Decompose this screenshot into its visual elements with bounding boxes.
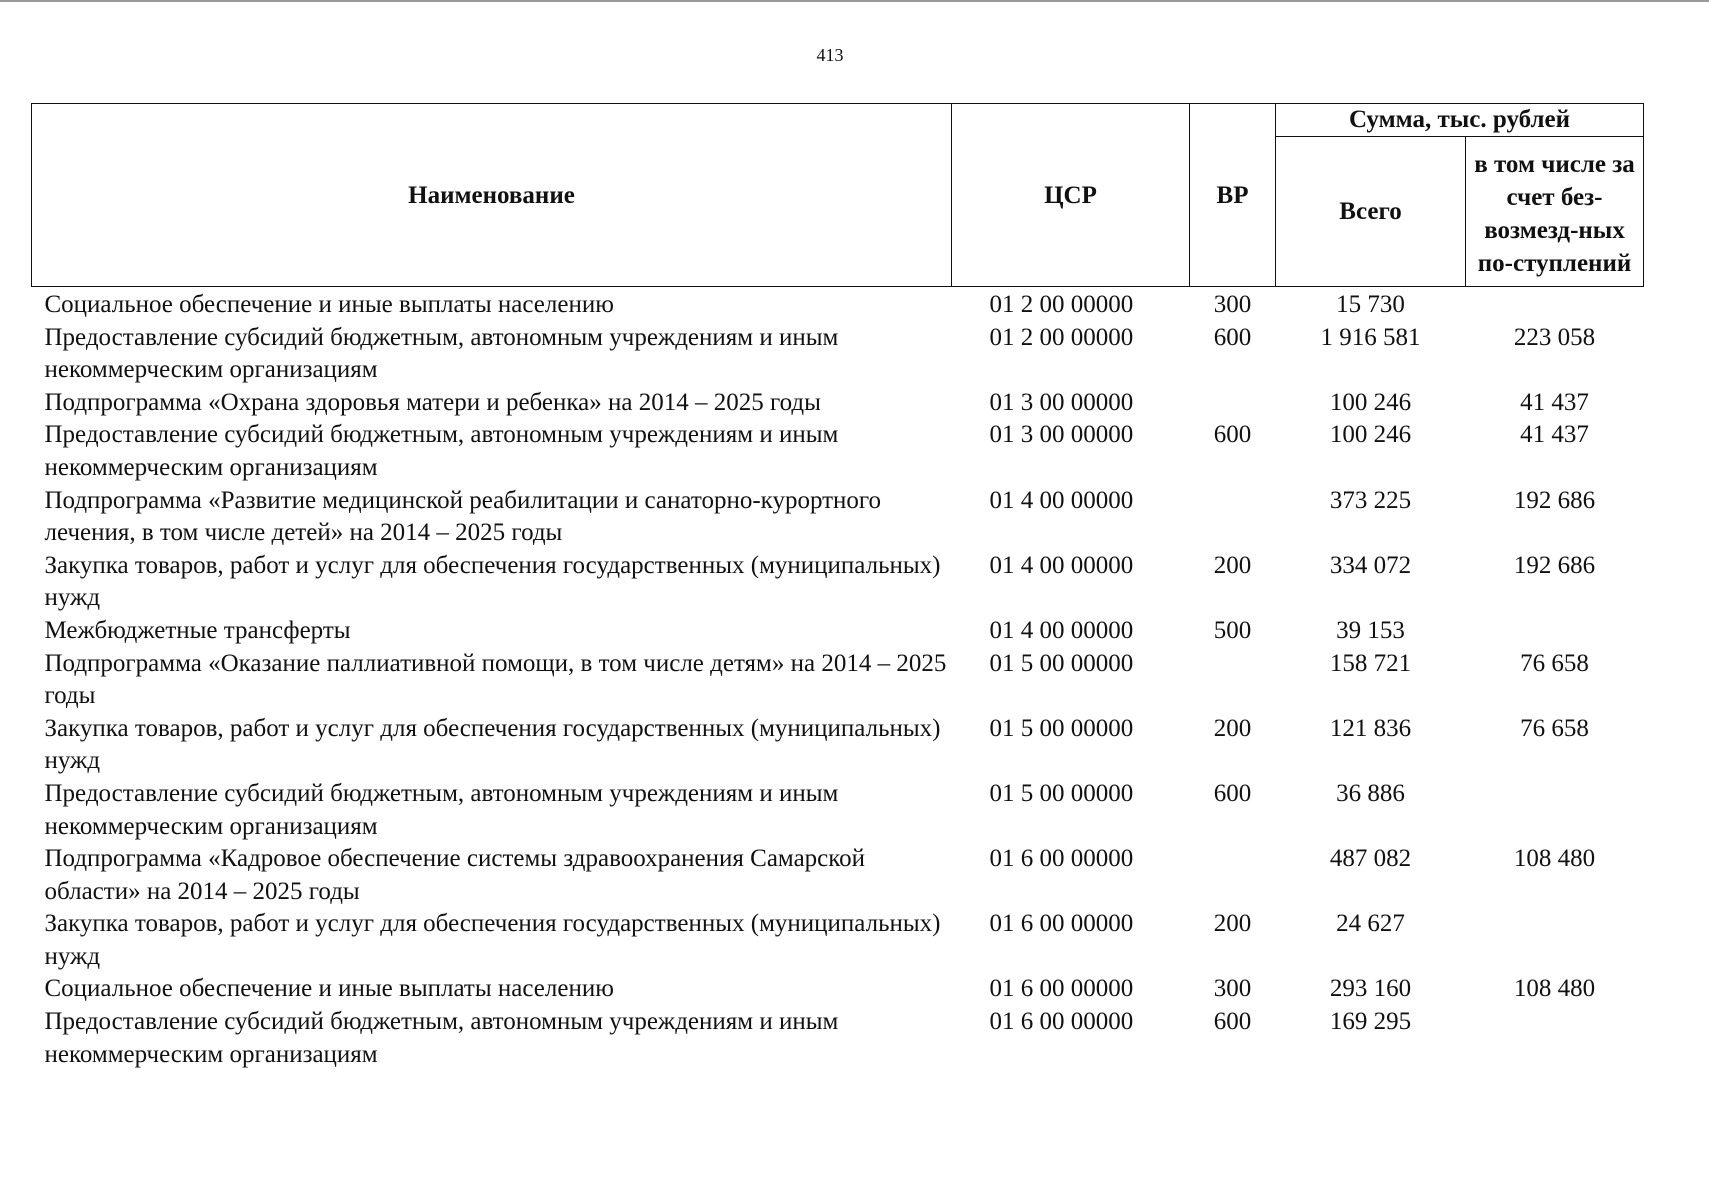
row-total: 1 916 581 <box>1320 323 1421 351</box>
row-total: 15 730 <box>1336 291 1405 318</box>
row-csr: 01 6 00 00000 <box>989 975 1134 1003</box>
table-row <box>32 485 1644 550</box>
row-vr: 300 <box>1213 975 1252 1003</box>
row-free <box>1466 1006 1644 1071</box>
row-name: Предоставление субсидий бюджетным, автономным учреждениям и иным некоммерческим организациям <box>44 779 839 840</box>
row-vr: 600 <box>1213 323 1252 351</box>
budget-table-container <box>31 103 1643 1071</box>
row-free: 223 058 <box>1513 323 1596 351</box>
table-row <box>32 615 1644 648</box>
row-csr: 01 3 00 00000 <box>989 388 1134 416</box>
row-csr: 01 3 00 00000 <box>989 421 1134 449</box>
row-vr <box>1190 387 1276 420</box>
row-total: 39 153 <box>1336 616 1405 644</box>
row-csr: 01 6 00 00000 <box>989 910 1134 938</box>
row-csr: 01 4 00 00000 <box>989 551 1134 579</box>
row-total: 36 886 <box>1336 779 1405 807</box>
row-name: Подпрограмма «Кадровое обеспечение системы здравоохранения Самарской области» на 2014 – 2025 годы <box>44 845 866 905</box>
row-name: Межбюджетные трансферты <box>44 616 351 644</box>
table-row <box>32 419 1644 484</box>
row-total: 487 082 <box>1329 845 1412 873</box>
row-csr: 01 6 00 00000 <box>989 1008 1134 1036</box>
table-row <box>32 973 1644 1006</box>
row-vr: 600 <box>1213 779 1252 807</box>
row-name: Подпрограмма «Развитие медицинской реабилитации и санаторно-курортного лечения, в том числе детей» на 2014 – 2025 годы <box>44 486 882 547</box>
row-name: Закупка товаров, работ и услуг для обеспечения государственных (муниципальных) нужд <box>44 714 941 775</box>
header-sum: Сумма, тыс. рублей <box>1276 104 1644 137</box>
row-vr: 600 <box>1213 1008 1252 1036</box>
header-vr: ВР <box>1190 104 1276 287</box>
row-free <box>1466 778 1644 843</box>
row-csr: 01 5 00 00000 <box>989 649 1134 677</box>
row-name: Предоставление субсидий бюджетным, автономным учреждениям и иным некоммерческим организациям <box>44 1008 839 1068</box>
row-name: Социальное обеспечение и иные выплаты населению <box>44 291 614 318</box>
row-vr: 200 <box>1213 551 1252 579</box>
row-vr <box>1190 648 1276 713</box>
table-row <box>32 843 1644 908</box>
budget-table <box>31 103 1644 1071</box>
row-vr: 600 <box>1213 421 1252 449</box>
row-csr: 01 5 00 00000 <box>989 779 1134 807</box>
row-name: Предоставление субсидий бюджетным, автономным учреждениям и иным некоммерческим организациям <box>44 421 839 481</box>
header-name: Наименование <box>32 104 952 287</box>
row-total: 100 246 <box>1329 421 1412 449</box>
table-row <box>32 713 1644 778</box>
table-row <box>32 1006 1644 1071</box>
row-total: 121 836 <box>1329 714 1412 742</box>
row-total: 100 246 <box>1329 388 1412 416</box>
scan-top-edge <box>0 0 1709 2</box>
row-vr: 200 <box>1213 714 1252 742</box>
row-vr: 200 <box>1213 910 1252 938</box>
row-csr: 01 4 00 00000 <box>989 486 1134 514</box>
row-total: 169 295 <box>1329 1008 1412 1036</box>
page-number: 413 <box>816 45 844 65</box>
table-row <box>32 778 1644 843</box>
row-csr: 01 4 00 00000 <box>989 616 1134 644</box>
table-row <box>32 322 1644 387</box>
table-header <box>32 104 1644 287</box>
row-total: 373 225 <box>1329 486 1412 514</box>
table-row <box>32 908 1644 973</box>
row-free: 76 658 <box>1520 714 1589 742</box>
row-free <box>1466 287 1644 322</box>
row-free <box>1466 615 1644 648</box>
row-name: Закупка товаров, работ и услуг для обеспечения государственных (муниципальных) нужд <box>44 551 941 612</box>
row-vr <box>1190 485 1276 550</box>
row-name: Подпрограмма «Охрана здоровья матери и ребенка» на 2014 – 2025 годы <box>44 388 821 416</box>
row-free: 41 437 <box>1520 388 1589 416</box>
row-total: 158 721 <box>1329 649 1412 677</box>
row-csr: 01 6 00 00000 <box>989 845 1134 873</box>
header-csr: ЦСР <box>952 104 1190 287</box>
row-name: Предоставление субсидий бюджетным, автономным учреждениям и иным некоммерческим организациям <box>44 323 839 384</box>
row-total: 293 160 <box>1329 975 1412 1003</box>
table-row <box>32 648 1644 713</box>
row-free: 108 480 <box>1513 845 1596 873</box>
row-vr <box>1190 843 1276 908</box>
table-row <box>32 550 1644 615</box>
row-name: Социальное обеспечение и иные выплаты населению <box>44 975 614 1003</box>
row-name: Подпрограмма «Оказание паллиативной помощи, в том числе детям» на 2014 – 2025 годы <box>44 649 947 710</box>
row-free: 192 686 <box>1513 551 1596 579</box>
row-csr: 01 5 00 00000 <box>989 714 1134 742</box>
row-free: 41 437 <box>1520 421 1589 449</box>
row-csr: 01 2 00 00000 <box>989 323 1134 351</box>
header-free: в том числе за счет без-возмезд-ных по-ступлений <box>1466 137 1644 287</box>
row-name: Закупка товаров, работ и услуг для обеспечения государственных (муниципальных) нужд <box>44 910 941 970</box>
row-vr: 300 <box>1213 291 1252 318</box>
table-row <box>32 387 1644 420</box>
row-total: 24 627 <box>1336 910 1405 938</box>
header-total: Всего <box>1276 137 1466 287</box>
row-csr: 01 2 00 00000 <box>989 291 1134 318</box>
row-free: 76 658 <box>1520 649 1589 677</box>
row-vr: 500 <box>1213 616 1252 644</box>
row-free: 192 686 <box>1513 486 1596 514</box>
row-free: 108 480 <box>1513 975 1596 1003</box>
table-body <box>32 287 1644 1072</box>
table-row <box>32 287 1644 322</box>
row-free <box>1466 908 1644 973</box>
row-total: 334 072 <box>1329 551 1412 579</box>
